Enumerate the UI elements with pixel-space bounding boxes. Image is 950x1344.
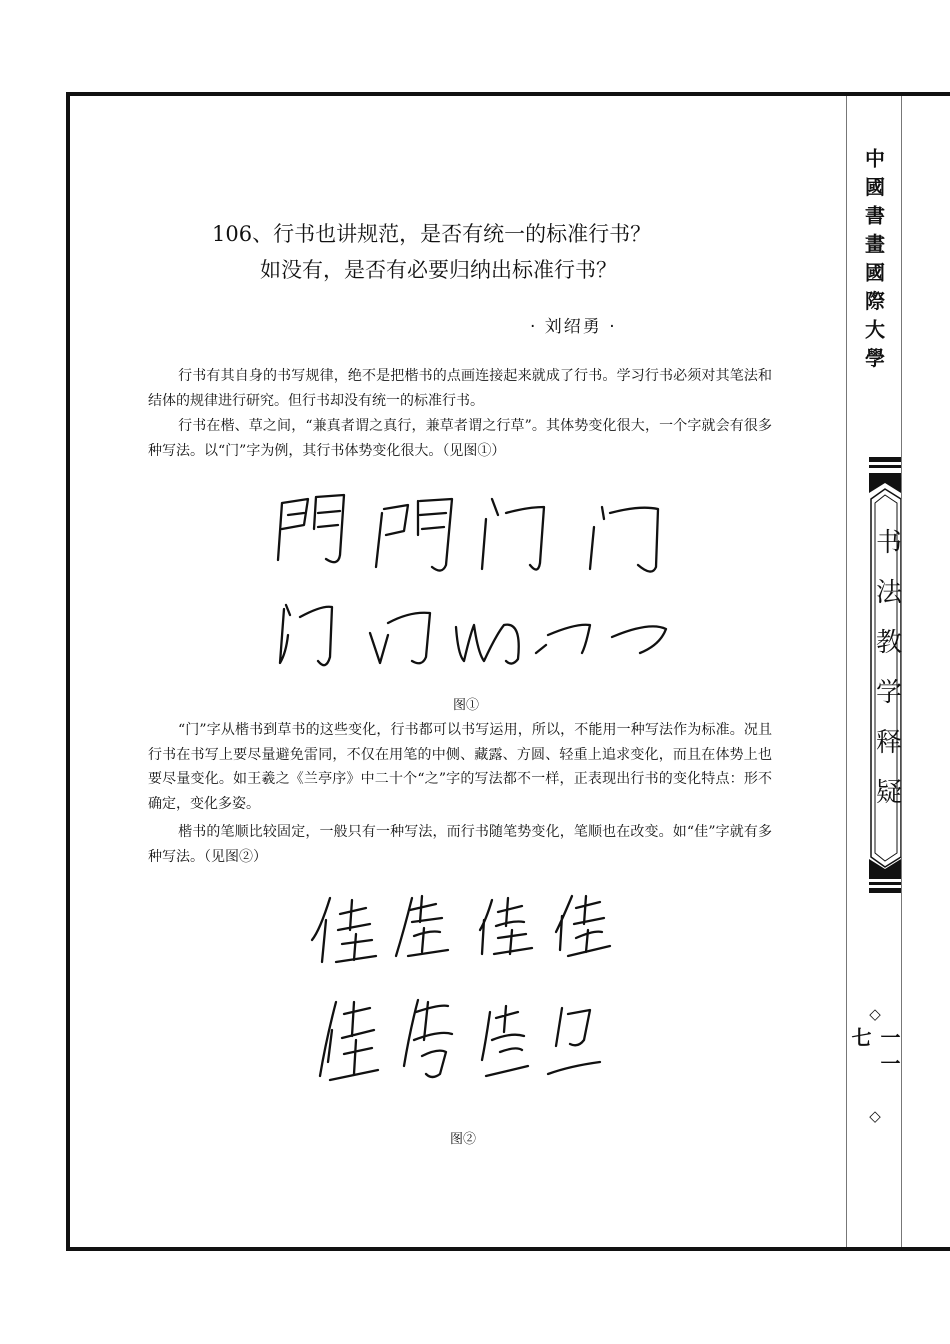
paragraph-1 — [148, 364, 772, 413]
page-frame-top — [66, 92, 950, 96]
paragraph-2-text: 行书在楷、草之间，“兼真者谓之真行，兼草者谓之行草”。其体势变化很大，一个字就会有很多种写法。以“门”字为例，其行书体势变化很大。（见图①） — [148, 418, 772, 459]
paragraph-3 — [148, 718, 772, 816]
men-variant-4 — [590, 507, 658, 572]
diamond-ornament-bottom: ◇ — [869, 1107, 881, 1125]
author-byline: · 刘绍勇 · — [530, 317, 617, 337]
men-variant-1 — [278, 495, 344, 562]
paragraph-4 — [148, 820, 772, 869]
diamond-ornament-top: ◇ — [869, 1005, 881, 1023]
men-variant-5 — [280, 605, 332, 665]
men-variant-7 — [456, 625, 519, 664]
book-title — [860, 528, 914, 828]
jia-variant-7 — [482, 1006, 528, 1076]
jia-variant-1 — [312, 898, 376, 962]
article-title-line-2: 如没有，是否有必要归纳出标准行书？ — [260, 258, 617, 282]
paragraph-4-text: 楷书的笔顺比较固定，一般只有一种写法，而行书随笔势变化，笔顺也在改变。如“佳”字就有多种写法。（见图②） — [148, 824, 772, 865]
book-title-text: 书法教学释疑 — [871, 528, 902, 828]
paragraph-1-text: 行书有其自身的书写规律，绝不是把楷书的点画连接起来就成了行书。学习行书必须对其笔法和结体的规律进行研究。但行书却没有统一的标准行书。 — [148, 368, 772, 409]
article-title-line-1: 106、行书也讲规范，是否有统一的标准行书？ — [212, 222, 652, 246]
page-number: 一一七 — [848, 1027, 901, 1079]
jia-variant-3 — [480, 898, 532, 954]
men-variant-9 — [612, 626, 666, 653]
jia-variant-8 — [548, 1008, 600, 1074]
men-variant-6 — [370, 613, 430, 664]
jia-variant-4 — [556, 896, 610, 956]
series-title — [847, 148, 901, 378]
paragraph-2 — [148, 414, 772, 463]
jia-variant-6 — [404, 1000, 452, 1077]
figure-2-calligraphy — [300, 890, 620, 1110]
page-number-block — [848, 1005, 902, 1125]
paragraph-3-text: “门”字从楷书到草书的这些变化，行书都可以书写运用，所以，不能用一种写法作为标准。况且行书在书写上要尽量避免雷同，不仅在用笔的中侧、藏露、方圆、轻重上追求变化，而且在体势上也要尽量变化。如王羲之《兰亭序》中二十个“之”字的写法都不一样，正表现出行书的变化特点：形不确定，变化多姿。 — [148, 722, 772, 812]
figure-2-caption: 图② — [450, 1132, 477, 1147]
figure-1-calligraphy — [260, 485, 680, 685]
figure-1-caption: 图① — [453, 698, 480, 713]
jia-variant-5 — [320, 1002, 378, 1080]
page-frame-bottom — [66, 1247, 950, 1251]
men-variant-8 — [536, 625, 590, 653]
article-title — [150, 216, 790, 288]
jia-variant-2 — [396, 896, 448, 956]
men-variant-2 — [376, 499, 452, 571]
series-title-text: 中國書畫國際大學 — [861, 148, 886, 376]
men-variant-3 — [482, 499, 544, 570]
page-frame-left — [66, 92, 70, 1251]
